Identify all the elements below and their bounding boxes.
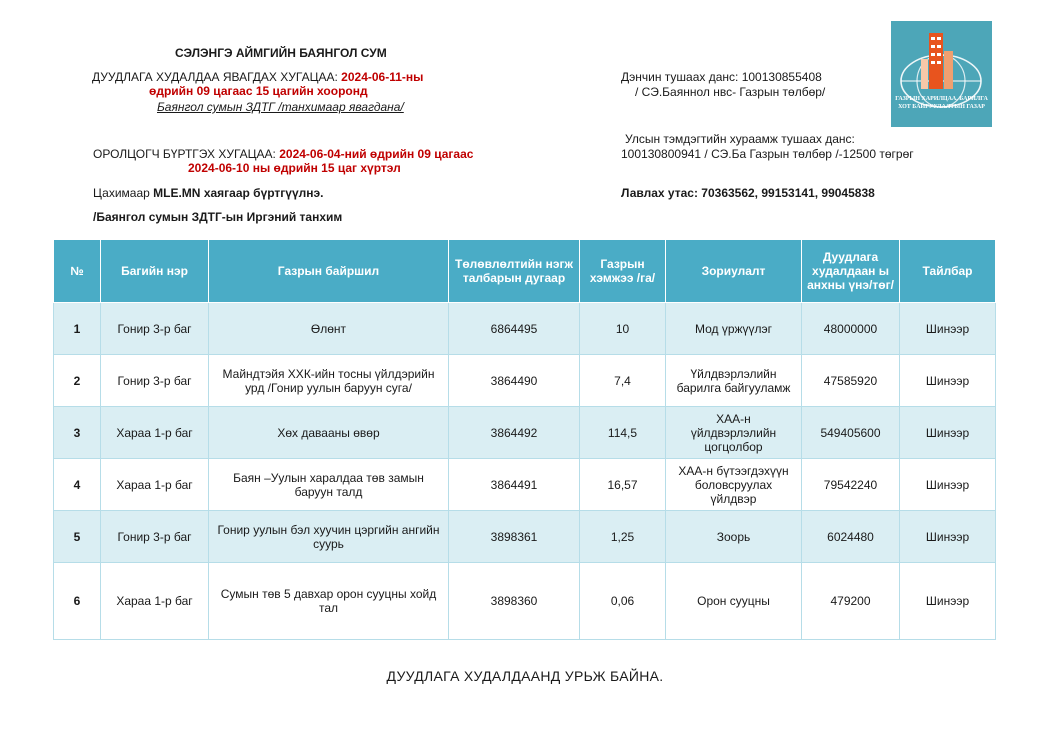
online-prefix: Цахимаар <box>93 186 150 200</box>
cell-note: Шинээр <box>900 459 996 511</box>
auction-time: өдрийн 09 цагаас 15 цагийн хооронд <box>149 84 368 98</box>
cell-price: 48000000 <box>802 303 900 355</box>
column-header-location: Газрын байршил <box>209 240 449 303</box>
column-header-purpose: Зориулалт <box>666 240 802 303</box>
column-header-note: Тайлбар <box>900 240 996 303</box>
stamp-duty-account-note: 100130800941 / СЭ.Ба Газрын төлбөр /-12500 төгрөг <box>621 147 914 161</box>
cell-bag: Хараа 1-р баг <box>101 407 209 459</box>
cell-number: 2 <box>54 355 101 407</box>
cell-size: 7,4 <box>580 355 666 407</box>
registration-period-line <box>93 147 473 162</box>
cell-location: Хөх давааны өвөр <box>209 407 449 459</box>
cell-unit: 3898360 <box>449 563 580 640</box>
building-globe-icon <box>891 21 992 127</box>
cell-purpose: ХАА-н бүтээгдэхүүн боловсруулах үйлдвэр <box>666 459 802 511</box>
cell-bag: Гонир 3-р баг <box>101 511 209 563</box>
cell-note: Шинээр <box>900 407 996 459</box>
cell-location: Майндтэйя ХХК-ийн тосны үйлдэрийн урд /Гонир уулын баруун суга/ <box>209 355 449 407</box>
stamp-duty-account: Улсын тэмдэгтийн хураамж тушаах данс: <box>625 132 855 146</box>
registration-end: 2024-06-10 ны өдрийн 15 цаг хүртэл <box>188 161 401 175</box>
cell-note: Шинээр <box>900 563 996 640</box>
table-header-row <box>54 240 996 303</box>
registration-label: ОРОЛЦОГЧ БҮРТГЭХ ХУГАЦАА: <box>93 147 276 161</box>
page-title: СЭЛЭНГЭ АЙМГИЙН БАЯНГОЛ СУМ <box>175 46 387 60</box>
registration-start: 2024-06-04-ний өдрийн 09 цагаас <box>279 147 474 161</box>
cell-bag: Хараа 1-р баг <box>101 459 209 511</box>
cell-purpose: Үйлдвэрлэлийн барилга байгууламж <box>666 355 802 407</box>
agency-logo <box>891 21 992 127</box>
table-row <box>54 459 996 511</box>
deposit-account-note: / СЭ.Баяннол нвс- Газрын төлбөр/ <box>635 85 826 99</box>
cell-unit: 3864490 <box>449 355 580 407</box>
cell-note: Шинээр <box>900 355 996 407</box>
online-suffix: хаягаар бүртгүүлнэ. <box>203 186 324 200</box>
cell-unit: 6864495 <box>449 303 580 355</box>
auction-period-line <box>92 70 423 85</box>
auction-date: 2024-06-11-ны <box>341 70 424 84</box>
cell-size: 1,25 <box>580 511 666 563</box>
cell-price: 549405600 <box>802 407 900 459</box>
column-header-price: Дуудлага худалдаан ы анхны үнэ/төг/ <box>802 240 900 303</box>
cell-size: 0,06 <box>580 563 666 640</box>
cell-price: 6024480 <box>802 511 900 563</box>
column-header-unit: Төлөвлөлтийн нэгж талбарын дугаар <box>449 240 580 303</box>
reference-phone: Лавлах утас: 70363562, 99153141, 99045838 <box>621 186 875 200</box>
cell-location: Өлөнт <box>209 303 449 355</box>
cell-bag: Гонир 3-р баг <box>101 303 209 355</box>
cell-price: 479200 <box>802 563 900 640</box>
cell-size: 114,5 <box>580 407 666 459</box>
column-header-bag: Багийн нэр <box>101 240 209 303</box>
online-site: MLE.MN <box>153 186 201 200</box>
table-row <box>54 511 996 563</box>
table-row <box>54 303 996 355</box>
cell-unit: 3864492 <box>449 407 580 459</box>
table-row <box>54 355 996 407</box>
cell-unit: 3898361 <box>449 511 580 563</box>
land-auction-table <box>53 239 996 640</box>
cell-price: 79542240 <box>802 459 900 511</box>
cell-note: Шинээр <box>900 303 996 355</box>
cell-location: Гонир уулын бэл хуучин цэргийн ангийн суурь <box>209 511 449 563</box>
auction-invitation: ДУУДЛАГА ХУДАЛДААНД УРЬЖ БАЙНА. <box>386 668 664 684</box>
cell-purpose: Зоорь <box>666 511 802 563</box>
cell-number: 3 <box>54 407 101 459</box>
column-header-size: Газрын хэмжээ /га/ <box>580 240 666 303</box>
cell-bag: Хараа 1-р баг <box>101 563 209 640</box>
auction-period-label: ДУУДЛАГА ХУДАЛДАА ЯВАГДАХ ХУГАЦАА: <box>92 70 338 84</box>
cell-number: 6 <box>54 563 101 640</box>
cell-number: 4 <box>54 459 101 511</box>
hall-location: /Баянгол сумын ЗДТГ-ын Иргэний танхим <box>93 210 343 224</box>
cell-bag: Гонир 3-р баг <box>101 355 209 407</box>
cell-purpose: ХАА-н үйлдвэрлэлийн цогцолбор <box>666 407 802 459</box>
table-row <box>54 407 996 459</box>
deposit-account: Дэнчин тушаах данс: 100130855408 <box>621 70 822 84</box>
cell-purpose: Орон сууцны <box>666 563 802 640</box>
cell-location: Баян –Уулын харалдаа төв замын баруун талд <box>209 459 449 511</box>
online-registration-line <box>93 186 323 201</box>
cell-size: 10 <box>580 303 666 355</box>
cell-number: 5 <box>54 511 101 563</box>
cell-location: Сумын төв 5 давхар орон сууцны хойд тал <box>209 563 449 640</box>
table-row <box>54 563 996 640</box>
cell-purpose: Мод үржүүлэг <box>666 303 802 355</box>
column-header-number: № <box>54 240 101 303</box>
cell-note: Шинээр <box>900 511 996 563</box>
logo-caption-line2: ХОТ БАЙГУУЛАЛТЫН ГАЗАР <box>898 104 985 110</box>
logo-caption-line1: ГАЗРЫН ХАРИЛЦАА, БАРИЛГА <box>895 96 988 102</box>
auction-place: Баянгол сумын ЗДТГ /танхимаар явагдана/ <box>157 100 404 114</box>
cell-number: 1 <box>54 303 101 355</box>
cell-unit: 3864491 <box>449 459 580 511</box>
cell-price: 47585920 <box>802 355 900 407</box>
cell-size: 16,57 <box>580 459 666 511</box>
